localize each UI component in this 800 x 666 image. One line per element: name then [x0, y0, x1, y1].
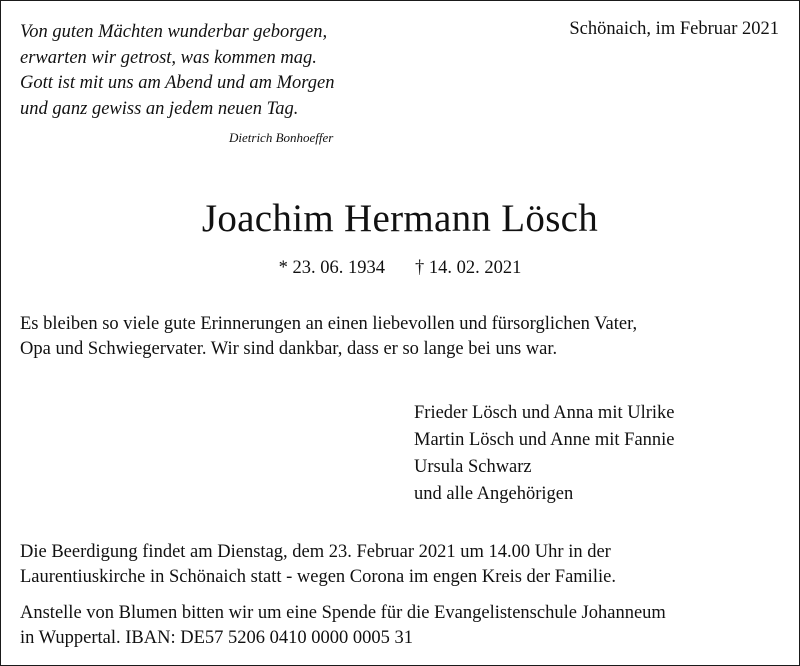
donation-line: in Wuppertal. IBAN: DE57 5206 0410 0000 0005 31 [20, 627, 414, 648]
funeral-line: Die Beerdigung findet am Dienstag, dem 23. Februar 2021 um 14.00 Uhr in der [20, 542, 611, 562]
mourner-entry: Frieder Lösch und Anna mit Ulrike [414, 403, 675, 423]
funeral-info [20, 540, 616, 589]
poem-line: und ganz gewiss an jedem neuen Tag. [20, 98, 299, 119]
poem-quote [20, 20, 335, 122]
poem-line: Gott ist mit uns am Abend und am Morgen [20, 73, 335, 93]
mourner-entry: Martin Lösch und Anne mit Fannie [414, 430, 675, 450]
life-dates [1, 258, 799, 279]
death-date: † 14. 02. 2021 [415, 258, 522, 278]
funeral-line: Laurentiuskirche in Schönaich statt - wegen Corona im engen Kreis der Familie. [20, 566, 616, 587]
place-and-date: Schönaich, im Februar 2021 [569, 19, 779, 39]
deceased-name: Joachim Hermann Lösch [201, 197, 599, 240]
mourners-list [414, 400, 675, 508]
poem-line: erwarten wir getrost, was kommen mag. [20, 47, 317, 68]
poem-author: Dietrich Bonhoeffer [229, 130, 334, 145]
donation-line: Anstelle von Blumen bitten wir um eine Spende für die Evangelistenschule Johanneum [20, 603, 666, 623]
remembrance-line: Es bleiben so viele gute Erinnerungen an einen liebevollen und fürsorglichen Vater, [20, 314, 638, 334]
mourner-entry: Ursula Schwarz [414, 457, 532, 477]
remembrance-line: Opa und Schwiegervater. Wir sind dankbar, dass er so lange bei uns war. [20, 338, 558, 359]
poem-line: Von guten Mächten wunderbar geborgen, [20, 22, 328, 42]
mourner-entry: und alle Angehörigen [414, 484, 574, 504]
remembrance-text [20, 312, 637, 361]
birth-date: * 23. 06. 1934 [278, 258, 385, 278]
donation-info [20, 601, 666, 650]
